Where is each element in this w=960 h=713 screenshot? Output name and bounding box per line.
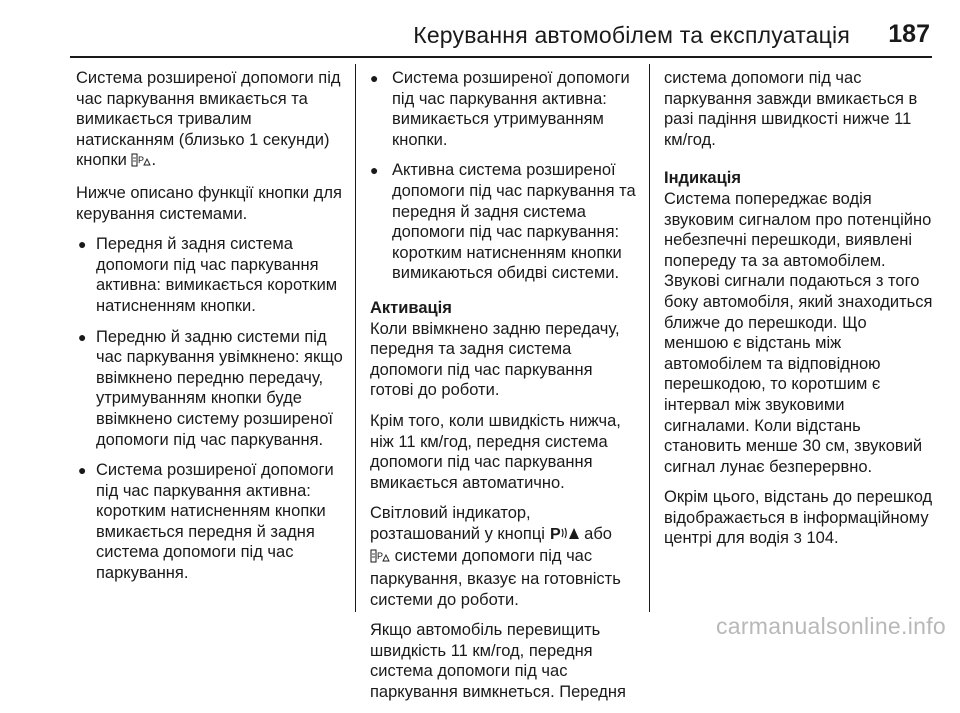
paragraph: Система розширеної допомоги під час паркування вмикається та вимикається тривалим натисканням (близько 1 секунди) кнопки P . <box>76 68 344 173</box>
paragraph: Нижче описано функції кнопки для керування системами. <box>76 183 342 223</box>
parking-assist-icon <box>131 152 151 173</box>
list-item: ● Система розширеної допомоги під час паркування активна: коротким натисненням кнопки вмикається передня й задня система допомоги під час паркування. <box>78 461 334 583</box>
list-item: ● Активна система розширеної допомоги під час паркування та передня й задня система допомоги під час паркування: коротким натисненням кнопки вимикаються обидві системи. <box>370 161 636 283</box>
svg-text:P: P <box>377 551 384 562</box>
text-column-2 <box>370 68 636 713</box>
paragraph: система допомоги під час паркування завжди вмикається в разі падіння швидкості нижче 11 км/год. <box>664 69 918 149</box>
list-item: ● Система розширеної допомоги під час паркування активна: вимикається утримуванням кнопки. <box>370 69 630 149</box>
column-divider <box>649 64 650 612</box>
bullet-icon: ● <box>78 328 87 345</box>
bullet-icon: ● <box>78 462 87 479</box>
paragraph: Коли ввімкнено задню передачу, передня та задня система допомоги під час паркування готові до роботи. <box>370 319 620 400</box>
text-column-3 <box>664 68 934 560</box>
page-reference-icon: 3 <box>793 530 802 548</box>
paragraph: Якщо автомобіль перевищить швидкість 11 км/год, передня система допомоги під час паркування вимкнеться. Передня <box>370 621 626 702</box>
section-heading: Активація <box>370 298 452 317</box>
list-item: ● Передню й задню системи під час паркування увімкнено: якщо ввімкнено передню передачу, утримуванням кнопки буде ввімкнено систему розширеної допомоги під час паркування. <box>78 327 343 449</box>
page-title: Керування автомобілем та експлуатація <box>413 22 850 48</box>
paragraph: Світловий індикатор, розташований у кнопці P або P системи допомоги під час паркування, вказує на готовність системи до роботи. <box>370 504 621 609</box>
watermark: carmanualsonline.info <box>715 613 946 639</box>
text-column-1 <box>76 68 344 594</box>
paragraph: Крім того, коли швидкість нижча, ніж 11 км/год, передня система допомоги під час паркування вмикається автоматично. <box>370 411 621 492</box>
paragraph: Система попереджає водія звуковим сигналом про потенційно небезпечні перешкоди, виявлені попереду та за автомобілем. Звукові сигнали подаються з того боку автомобіля, який знаходиться ближче до перешкоди. Що меншою є відстань між автомобілем та відповідною перешкодою, то коротшим є інтервал між звуковими сигналами. Коли відстань становить менше 30 см, звуковий сигнал лунає безперервно. <box>664 189 933 476</box>
bullet-icon: ● <box>78 236 87 253</box>
list-item: ● Передня й задня система допомоги під час паркування активна: вимикається коротким натисненням кнопки. <box>78 235 338 315</box>
page-header <box>70 16 932 58</box>
svg-text:P: P <box>138 155 145 166</box>
bullet-icon: ● <box>370 162 379 179</box>
column-divider <box>355 64 356 612</box>
advanced-parking-assist-icon <box>550 525 580 547</box>
svg-text:P: P <box>549 525 561 541</box>
page-number: 187 <box>888 20 930 48</box>
paragraph: Окрім цього, відстань до перешкод відображається в інформаційному центрі для водія 3 104. <box>664 488 933 548</box>
bullet-icon: ● <box>370 70 379 86</box>
page-reference[interactable]: 104. <box>806 529 839 548</box>
parking-assist-icon <box>370 548 390 569</box>
section-heading: Індикація <box>664 169 741 188</box>
